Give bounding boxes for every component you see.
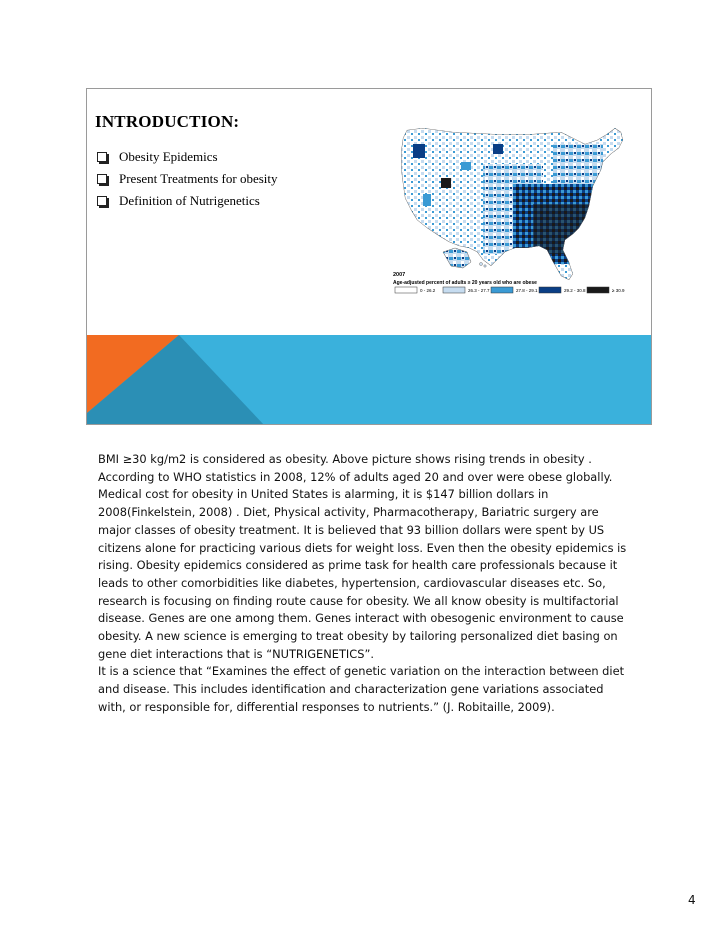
bullet-text: Definition of Nutrigenetics	[119, 193, 260, 208]
legend-item	[587, 287, 625, 293]
legend-item	[491, 287, 538, 293]
slide-footer-banner	[87, 335, 652, 425]
page-number: 4	[688, 893, 696, 907]
body-paragraph: BMI ≥30 kg/m2 is considered as obesity. Above picture shows rising trends in obesity . According to WHO statistics in 2008, 12% of adults aged 20 and over were obese globally. Medical cost for obesity in United States is alarming, it is $147 billion dollars in 2008(Finkelstein, 2008) . Diet, Physical activity, Pharmacotherapy, Bariatric surgery are major classes of obesity treatment. It is believed that 93 billion dollars were spent by US citizens alone for practicing various diets for weight loss. Even then the obesity epidemics is rising. Obesity epidemics considered as prime task for health care professionals because it leads to other comorbidities like diabetes, hypertension, cardiovascular diseases etc. So, research is focusing on finding route cause for obesity. We all know obesity is multifactorial disease. Genes are one among them. Genes interact with obesogenic environment to cause obesity. A new science is emerging to treat obesity by tailoring personalized diet basing on gene diet interactions that is “NUTRIGENETICS”.	[98, 452, 627, 661]
alaska-inset	[443, 248, 471, 268]
slide-frame	[86, 88, 652, 425]
svg-text:0 - 26.2: 0 - 26.2	[420, 288, 436, 293]
svg-text:26.3 - 27.7: 26.3 - 27.7	[468, 288, 490, 293]
bullet-item	[96, 146, 278, 168]
map-legend-title: Age-adjusted percent of adults ≥ 20 years old who are obese	[393, 280, 537, 286]
legend-item	[443, 287, 490, 293]
bullet-list	[96, 146, 278, 212]
svg-text:27.8 - 29.1: 27.8 - 29.1	[516, 288, 538, 293]
checkbox-bullet-icon	[97, 152, 107, 162]
body-paragraph: It is a science that “Examines the effect of genetic variation on the interaction between diet and disease. This includes identification and characterization gene variations associated with, or responsible for, differential responses to nutrients.” (J. Robitaille, 2009).	[98, 664, 625, 714]
svg-text:≥ 30.9: ≥ 30.9	[612, 288, 625, 293]
legend-item	[395, 287, 436, 293]
map-shapes	[393, 124, 635, 298]
bullet-item	[96, 190, 278, 212]
svg-text:29.2 - 30.8: 29.2 - 30.8	[564, 288, 586, 293]
checkbox-bullet-icon	[97, 196, 107, 206]
obesity-map	[393, 124, 635, 298]
bullet-item	[96, 168, 278, 190]
map-year: 2007	[393, 272, 406, 278]
us-county-map-image	[393, 124, 635, 298]
legend-item	[539, 287, 586, 293]
bullet-text: Present Treatments for obesity	[119, 171, 278, 186]
checkbox-bullet-icon	[97, 174, 107, 184]
slide-title: INTRODUCTION:	[95, 112, 240, 131]
map-legend	[395, 287, 625, 293]
body-text	[98, 451, 628, 717]
bullet-text: Obesity Epidemics	[119, 149, 218, 164]
